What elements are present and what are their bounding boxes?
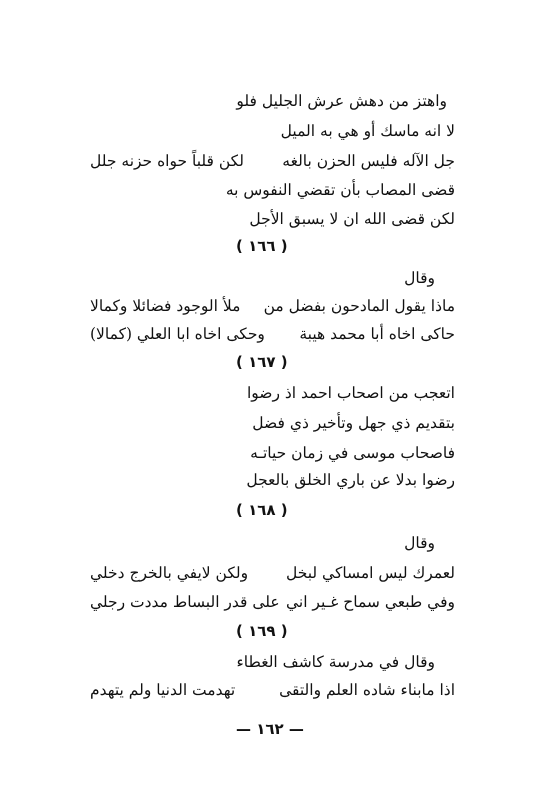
verse-hemistich-left: وحكى اخاه ابا العلي (كمالا) xyxy=(90,325,265,343)
verse-line: قضى المصاب بأن تقضي النفوس به xyxy=(225,181,455,199)
verse-hemistich-left: لكن قلباً حواه حزنه جلل xyxy=(90,152,244,170)
verse-line: اتعجب من اصحاب احمد اذ رضوا xyxy=(246,384,455,402)
poem-number: ( ١٦٨ ) xyxy=(236,501,288,519)
verse-line xyxy=(282,151,455,171)
verse-hemistich-right: حاكى اخاه أبا محمد هيبة xyxy=(299,325,455,343)
verse-line: لا انه ماسك أو هي به الميل xyxy=(280,122,455,140)
section-heading: وقال في مدرسة كاشف الغطاء xyxy=(236,653,435,671)
verse-hemistich-left: تهدمت الدنيا ولم يتهدم xyxy=(90,681,236,699)
verse-line: رضوا بدلا عن باري الخلق بالعجل xyxy=(246,471,455,489)
verse-line: بتقديم ذي جهل وتأخير ذي فضل xyxy=(252,414,455,432)
verse-hemistich-left: ملأ الوجود فضائلا وكمالا xyxy=(90,297,241,315)
page-number: — ١٦٢ — xyxy=(236,720,304,738)
verse-hemistich-right: لعمرك ليس امساكي لبخل xyxy=(285,564,455,582)
verse-line xyxy=(90,151,244,171)
verse-line: لكن قضى الله ان لا يسبق الأجل xyxy=(249,210,455,228)
verse-hemistich-right: وفي طبعي سماح غـير اني xyxy=(285,593,455,611)
verse-hemistich-right: اذا مابناء شاده العلم والتقى xyxy=(279,681,455,699)
section-heading: وقال xyxy=(404,269,435,287)
poem-number: ( ١٦٦ ) xyxy=(236,237,288,255)
poem-number: ( ١٦٩ ) xyxy=(236,622,288,640)
verse-hemistich-right: ماذا يقول المادحون بفضل من xyxy=(263,297,455,315)
verse-line: واهتز من دهش عرش الجليل فلو xyxy=(236,92,447,110)
section-heading: وقال xyxy=(404,534,435,552)
verse-hemistich-right: جل الآله فليس الحزن بالغه xyxy=(282,152,455,170)
poem-number: ( ١٦٧ ) xyxy=(236,353,288,371)
verse-hemistich-left: على قدر البساط مددت رجلي xyxy=(90,593,280,611)
verse-hemistich-left: ولكن لايفي بالخرج دخلي xyxy=(90,564,249,582)
verse-line: فاصحاب موسى في زمان حياتـه xyxy=(250,444,455,462)
